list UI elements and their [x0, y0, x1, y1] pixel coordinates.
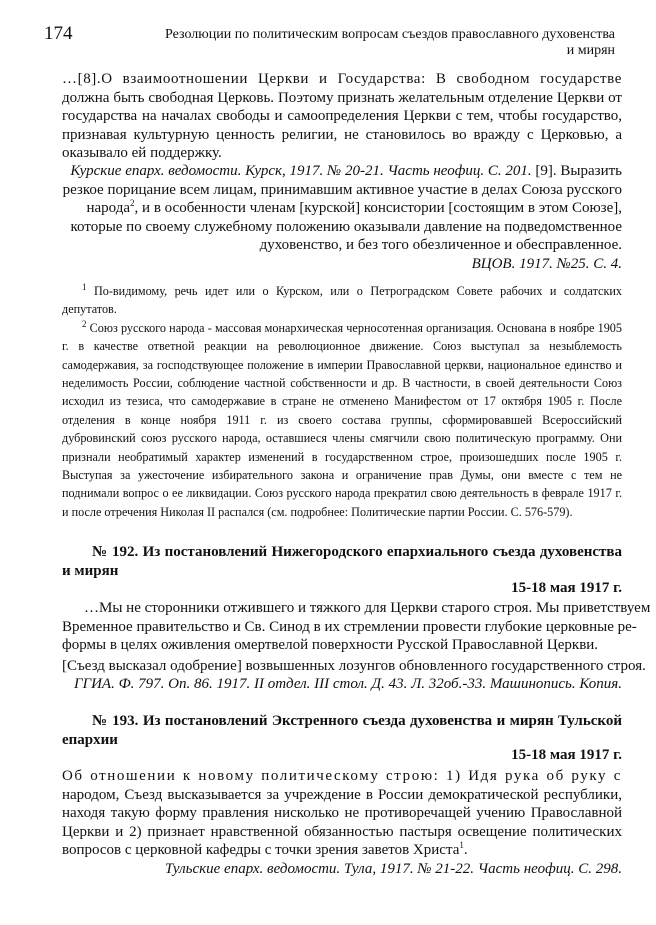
doc192-heading: № 192. Из постановлений Нижегородского епархиального съезда духовенства и мирян	[62, 544, 622, 579]
doc193-heading: № 193. Из постановлений Экстренного съезда духовенства и мирян Тульской епархии	[62, 713, 622, 748]
kursk-item9	[62, 162, 622, 273]
text-line	[62, 199, 622, 218]
text-line: народом, Съезд высказывается за учреждение в России демократической республики,	[62, 786, 622, 803]
text-line: которые по своему служебному положению оказывали давление на подведомственное	[70, 218, 622, 235]
text-fragment: , и в особенности членам [курской] консистории [состоящим в этом Союзе],	[134, 200, 622, 216]
source-citation: ГГИА. Ф. 797. Оп. 86. 1917. II отдел. III стол. Д. 43. Л. 32об.-33. Машинопись. Копия.	[74, 676, 622, 692]
text-line: формы в целях оживления омертвелой поверхности Русской Православной Церкви.	[62, 637, 599, 653]
footnote-text: По-видимому, речь идет или о Курском, или о Петроградском Совете рабочих и солдатских депутатов.	[62, 284, 622, 317]
text-line: признавая культурную ценность религии, не становилось во вражду с Церковью, а	[62, 126, 622, 143]
source-citation: ВЦОВ. 1917. №25. С. 4.	[471, 255, 622, 272]
approval-line: [Съезд высказал одобрение] возвышенных лозунгов обновленного государственного строя.	[62, 657, 646, 674]
footnotes	[62, 282, 622, 521]
doc192-date: 15-18 мая 1917 г.	[511, 580, 622, 596]
text-line: …Мы не сторонники отжившего и тяжкого для Церкви старого строя. Мы приветствуем	[84, 600, 651, 616]
item9-start: [9]. Выразить	[535, 163, 622, 179]
text-line: резкое порицание всем лицам, принимавшим активное участие в делах Союза русского	[62, 181, 622, 198]
doc192-text	[62, 599, 651, 694]
text-line: государства на началах свободы и самоопределения Церкви с тем, чтобы государство,	[62, 108, 622, 124]
footnote-mark: 2	[130, 198, 135, 208]
running-header: Резолюции по политическим вопросам съездов православного духовенства и мирян	[165, 27, 615, 58]
text-line: Временное правительство и Св. Синод в их стремлении провести глубокие церковные ре-	[62, 618, 637, 635]
doc193-date: 15-18 мая 1917 г.	[511, 747, 622, 763]
footnote-1	[62, 282, 622, 319]
text-line: Церкви и 2) признает нравственной обязанностью пастыря освещение политических	[62, 823, 622, 840]
text-fragment: .	[463, 842, 468, 858]
text-line	[62, 841, 622, 860]
text-line: должна быть свободная Церковь. Поэтому признать желательным отделение Церкви от	[62, 89, 622, 106]
footnote-text: Союз русского народа - массовая монархическая черносотенная организация. Основана в ноябре 1905 г. в качестве ответной реакции на революционное движение. Союз выступал за незыблемость самодержавия, за господствующее положение в империи Православной церкви, национальное единство и неделимость России, соблюдение частной собственности и др. В частности, в своей деятельности Союз исходил из тезиса, что самодержавие в стране не отменено Манифестом от 17 октября 1905 г. После отделения в конце ноября 1911 г. из своего состава группы, сформировавшей Всероссийский дубровинский союз русского народа, оставшиеся члены смягчили свою политическую программу. Они признали необратимый характер изменений в государственном строе, произошедших после 1905 г. Выступая за ужесточение избирательного закона и ограничение прав Думы, они вместе с тем не поднимали вопрос о ее ликвидации. Союз русского народа прекратил свою деятельность в феврале 1917 г. и после отречения Николая II распался (см. подробнее: Политические партии России. С. 576-579).	[62, 320, 622, 519]
text-line: находя такую форму правления нисколько не противоречащей учению Православной	[62, 805, 622, 821]
text-line: духовенство, и без того обезличенное и обесправленное.	[259, 237, 622, 253]
source-citation: Тульские епарх. ведомости. Тула, 1917. № 21-22. Часть неофиц. С. 298.	[164, 860, 622, 877]
text-line: оказывало ей поддержку.	[62, 145, 222, 161]
footnote-mark: 1	[459, 840, 464, 850]
source-line	[62, 162, 622, 181]
source-citation: Курские епарх. ведомости. Курск, 1917. № 20-21. Часть неофиц. С. 201.	[70, 163, 532, 179]
doc193-text	[62, 767, 622, 878]
footnote-2	[62, 319, 622, 521]
footnote-mark: 2	[82, 318, 87, 329]
footnote-mark: 1	[82, 281, 87, 292]
kursk-resolution-text	[62, 70, 622, 163]
page-number: 174	[44, 23, 73, 44]
text-fragment: вопросов с церковной кафедры с точки зрения заветов Христа	[62, 842, 460, 858]
text-fragment: народа	[86, 200, 131, 216]
text-line: Об отношении к новому политическому строю: 1) Идя рука об руку с	[62, 768, 622, 784]
text-line: …[8].О взаимоотношении Церкви и Государства: В свободном государстве	[62, 71, 622, 87]
